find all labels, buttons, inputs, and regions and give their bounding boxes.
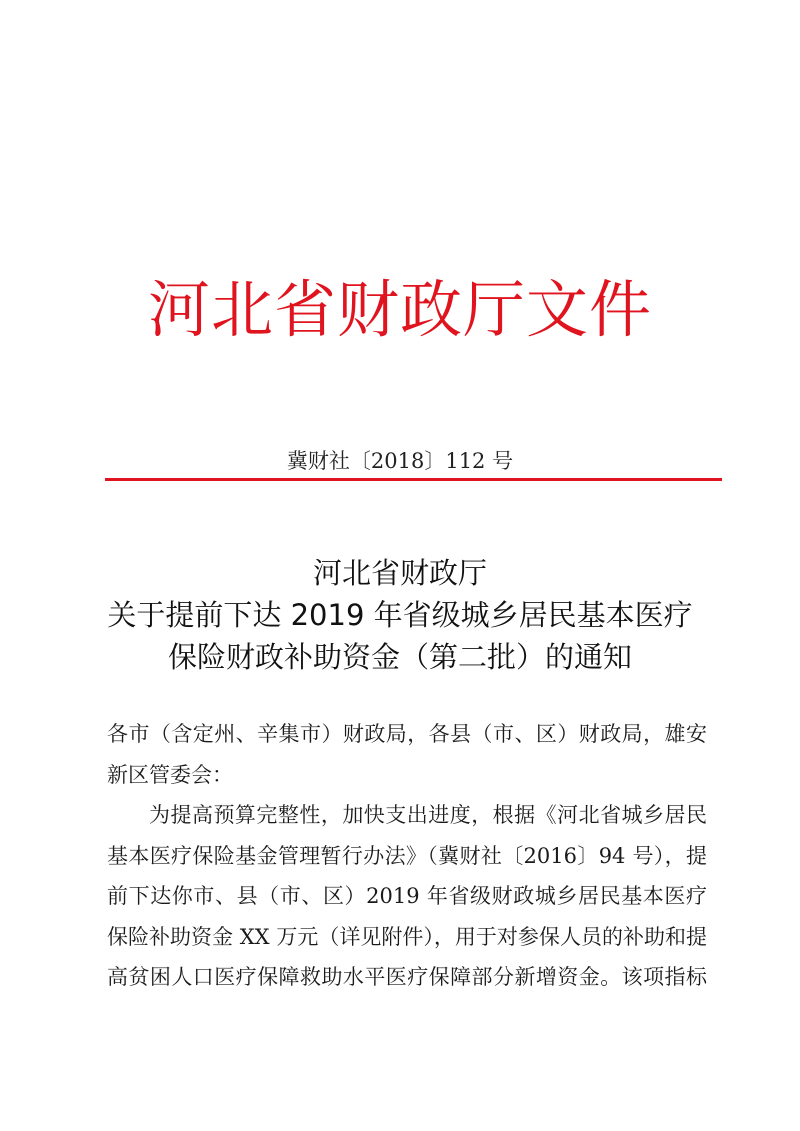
addressee-line: 新区管委会： <box>107 762 233 787</box>
notice-body <box>107 714 707 998</box>
addressee-line: 各市（含定州、辛集市）财政局，各县（市、区）财政局，雄安 <box>107 722 707 746</box>
document-number: 冀财社〔2018〕112 号 <box>286 449 514 473</box>
body-paragraph-line: 保险补助资金 XX 万元（详见附件），用于对参保人员的补助和提 <box>107 924 707 949</box>
notice-title-line: 河北省财政厅 <box>312 556 487 590</box>
body-paragraph-line: 基本医疗保险基金管理暂行办法》（冀财社〔2016〕94 号），提 <box>107 843 707 868</box>
body-paragraph-line: 前下达你市、县（市、区）2019 年省级财政城乡居民基本医疗 <box>107 884 707 908</box>
notice-title-line: 关于提前下达 2019 年省级城乡居民基本医疗 <box>107 598 693 632</box>
red-separator-rule <box>105 478 722 481</box>
issuer-header: 河北省财政厅文件 <box>147 273 652 346</box>
notice-title-line: 保险财政补助资金（第二批）的通知 <box>167 640 632 674</box>
body-paragraph-line: 高贫困人口医疗保障救助水平医疗保障部分新增资金。该项指标 <box>107 965 707 989</box>
notice-title <box>0 552 800 678</box>
body-paragraph-line: 为提高预算完整性，加快支出进度，根据《河北省城乡居民 <box>149 803 707 827</box>
